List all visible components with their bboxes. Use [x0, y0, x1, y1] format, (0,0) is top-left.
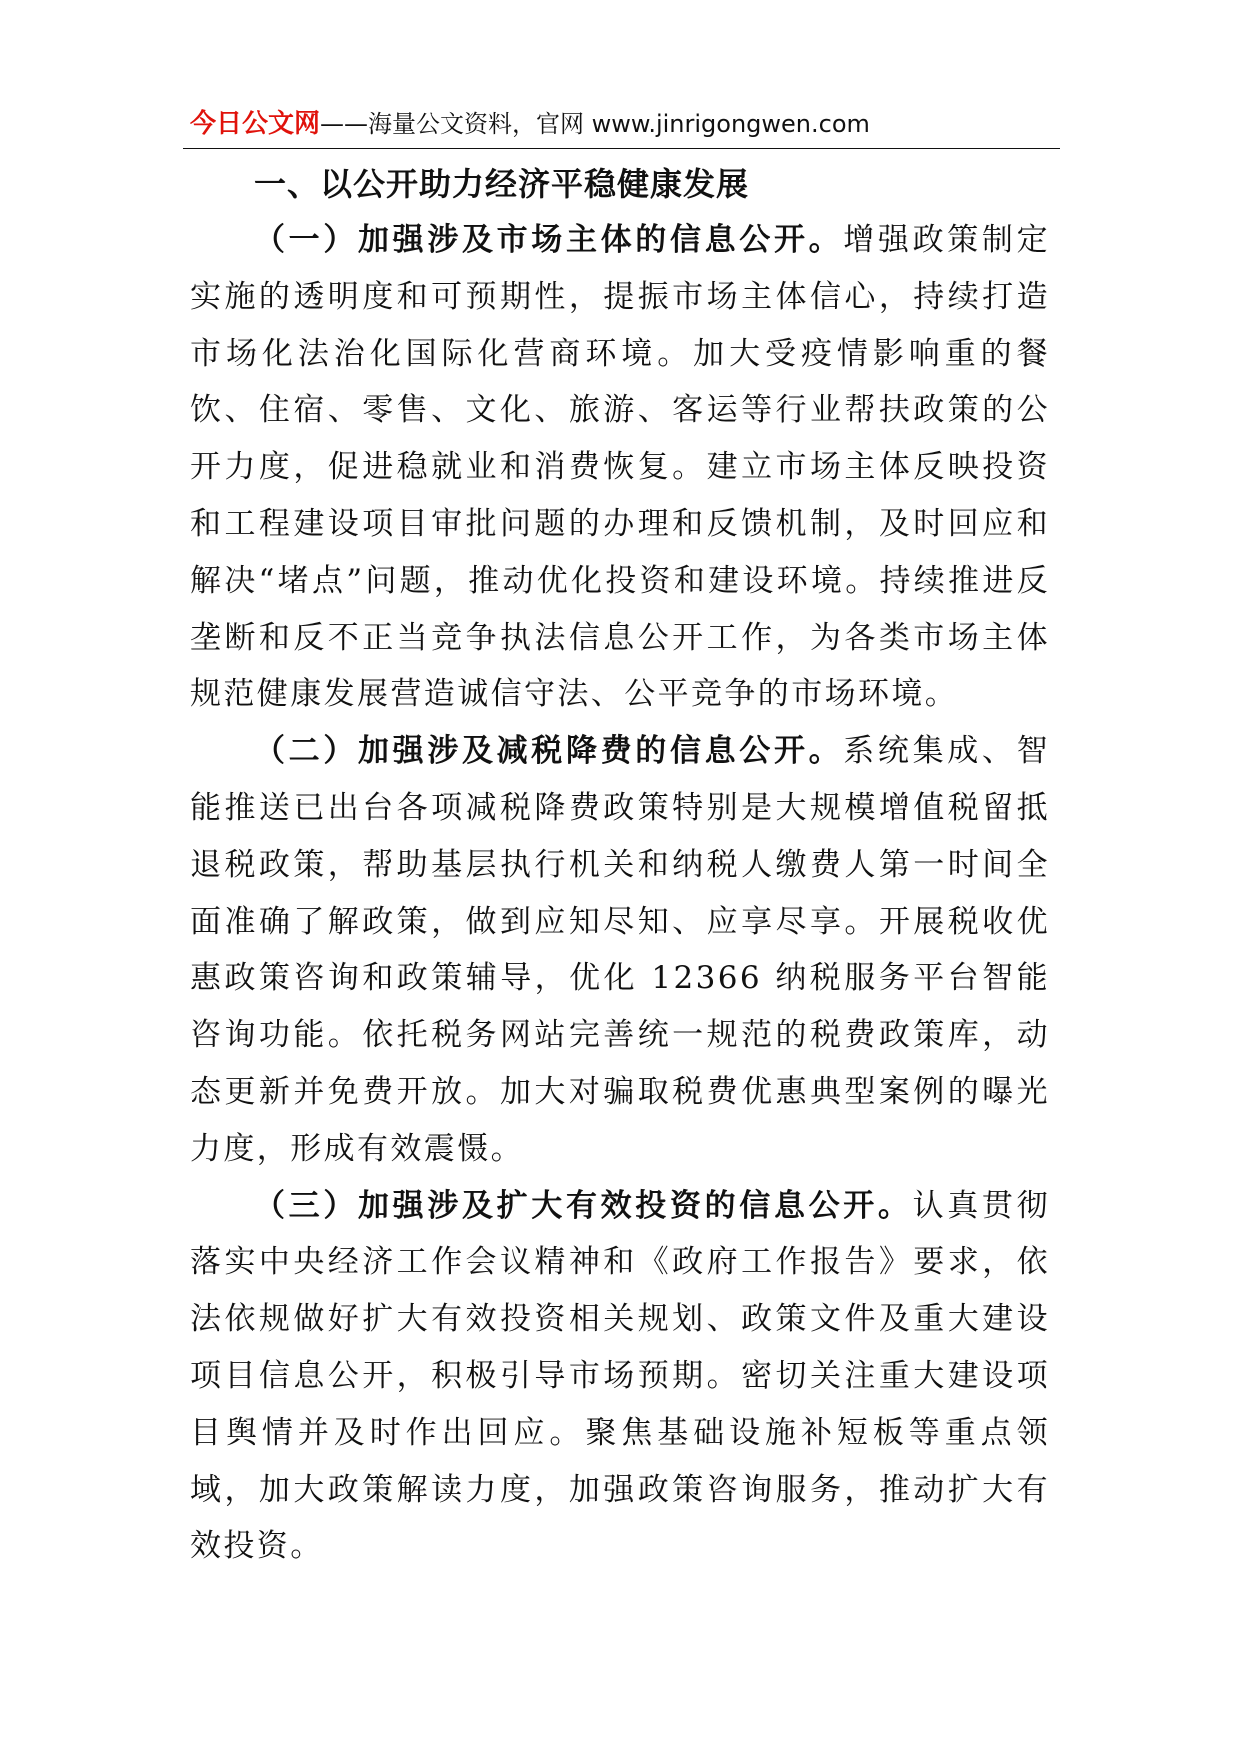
header-divider	[183, 148, 1060, 149]
paragraph-text: 增强政策制定实施的透明度和可预期性，提振市场主体信心，持续打造市场化法治化国际化营商环境。加大受疫情影响重的餐饮、住宿、零售、文化、旅游、客运等行业帮扶政策的公开力度，促进稳就业和消费恢复。建立市场主体反映投资和工程建设项目审批问题的办理和反馈机制，及时回应和解决“堵点”问题，推动优化投资和建设环境。持续推进反垄断和反不正当竞争执法信息公开工作，为各类市场主体规范健康发展营造诚信守法、公平竞争的市场环境。	[190, 222, 1050, 713]
paragraph-3	[190, 1178, 1050, 1576]
paragraph-lead: （三）加强涉及扩大有效投资的信息公开。	[254, 1187, 913, 1224]
paragraph-text: 系统集成、智能推送已出台各项减税降费政策特别是大规模增值税留抵退税政策，帮助基层执行机关和纳税人缴费人第一时间全面准确了解政策，做到应知尽知、应享尽享。开展税收优惠政策咨询和政策辅导，优化 12366 纳税服务平台智能咨询功能。依托税务网站完善统一规范的税费政策库，动态更新并免费开放。加大对骗取税费优惠典型案例的曝光力度，形成有效震慑。	[190, 733, 1050, 1167]
site-brand[interactable]: 今日公文网	[190, 109, 321, 139]
paragraph-2	[190, 723, 1050, 1177]
paragraph-text: 认真贯彻落实中央经济工作会议精神和《政府工作报告》要求，依法依规做好扩大有效投资相关规划、政策文件及重大建设项目信息公开，积极引导市场预期。密切关注重大建设项目舆情并及时作出回应。聚焦基础设施补短板等重点领域，加大政策解读力度，加强政策咨询服务，推动扩大有效投资。	[190, 1187, 1050, 1565]
paragraph-lead: （一）加强涉及市场主体的信息公开。	[254, 222, 844, 258]
document-body	[190, 156, 1050, 1575]
page-header	[190, 106, 1050, 142]
site-tagline: ——海量公文资料，官网 www.jinrigongwen.com	[320, 110, 870, 138]
paragraph-1	[190, 212, 1050, 723]
paragraph-lead: （二）加强涉及减税降费的信息公开。	[254, 733, 844, 770]
section-heading: 一、以公开助力经济平稳健康发展	[254, 165, 750, 203]
